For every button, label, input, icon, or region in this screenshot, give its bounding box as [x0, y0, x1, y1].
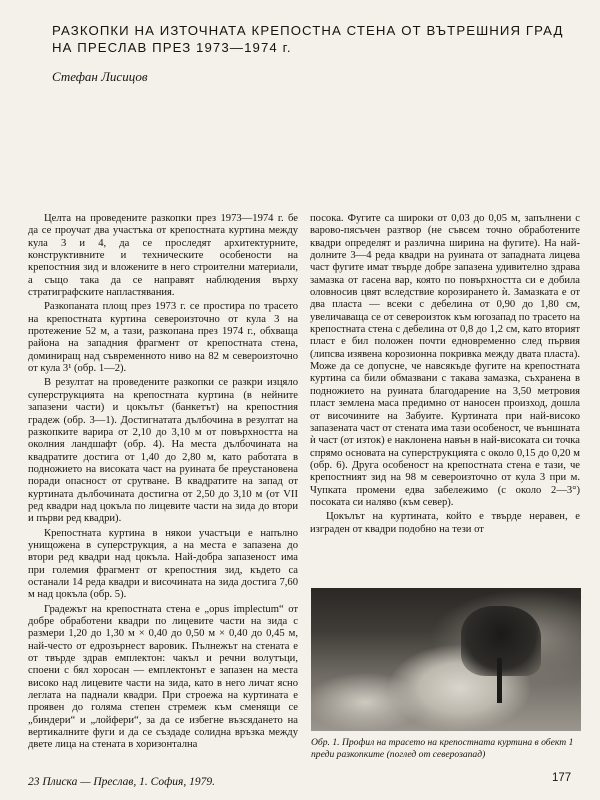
paragraph: В резултат на проведените разкопки се разкри изцяло суперструкцията на крепостната куртина (в нейните запазени части) и цокълът (банкетът) на крепостния градеж (обр. 3—1). Достигнатата дълбочина в резултат на разкопките варира от 2,10 до 3,10 м от повърхността на околния ландшафт (обр. 4). На места дълбочината на квадратите достига от 1,40 до 2,80 м, като работата в подножието на високата част на руината бе преустановена поради опасност от срутване. В квадратите на запад от куртината дълбочината достигна от 2,50 до 3,10 м (от VII ред квадри над цокъла по лицевите части на зида до втори и първи ред квадри). — [28, 377, 298, 525]
paragraph: Градежът на крепостната стена е „opus implectum“ от добре обработени квадри по лицевите части на зида с размери 1,20 до 1,30 м × 0,40 до 0,50 м × 0,40 до 0,45 м, най-често от едрозърнест варовик. Пълнежът на стената е от твърде здрав емплектон: чакъл и речни волутъци, споени с бял хоросан — емплектонът е запазен на места високо над лицевите части на зида, като в него личат ясно леглата на паднали квадри. При строежа на куртината е проявен до голяма степен стремеж към сменящи се „биндери“ и „лойфери“, за да се избегне възсядането на вертикалните фуги и да се създаде солидна връзка между двете лица на стената в хоризонтална — [28, 603, 298, 751]
paragraph: посока. Фугите са широки от 0,03 до 0,05 м, запълнени с варово-пясъчен разтвор (не съвсем точно обработените квадри определят и различна ширина на фугите). На най-долните 3—4 реда квадри на руината от западната лицева част фугите имат твърде добре запазена удивително здрава замазка от гасена вар, която по повърхността си е добила оловносив цвят вследствие корозирането ѝ. Замазката е от два пласта — всеки с дебелина от 0,90 до 1,80 см, увеличаваща се от североизток към югозапад по трасето на крепостната стена с дебелина от 0,8 до 1,2 см, като вторият пласт е бил положен почти едновременно след първия (липсва изявена корозионна покривка между двата пласта). Може да се допусне, че навсякъде фугите на крепостната куртина са били обмазвани с такава замазка, съхранена в подножието на руината благодарение на 3,50 метровия пласт землена маса предимно от наносен произход, дошла от височините на Забуите. Куртината при най-високо запазената част от стената има тази особеност, че външната ѝ част (от изток) е наклонена навън в най-високата си точка спрямо основата на суперструкцията с около 0,15 до 0,20 м (обр. 6). Друга особеност на крепостната стена е тази, че крепостният зид на 98 м североизточно от кула 3 при м. Чупката промени едва забележимо (с около 2—3°) посоката си наляво (към север). — [310, 213, 580, 508]
paragraph: Крепостната куртина в някои участъци е напълно унищожена в суперструкция, а на места е запазена до втори ред квадри над цокъла. Най-добра запазеност има при големия фрагмент от крепостния зид, където са останали 14 реда квадри и височината на зида достига 7,60 м над цокъла (обр. 5). — [28, 527, 298, 601]
page-number: 177 — [552, 772, 572, 784]
tree-trunk-shape — [497, 658, 502, 703]
article-author: Стефан Лисицов — [52, 69, 148, 84]
left-column — [28, 213, 298, 754]
excavation-photo — [311, 588, 581, 731]
paragraph: Целта на проведените разкопки през 1973—1974 г. бе да се проучат два участъка от крепостната куртина между кула 3 и 4, да се проследят архитектурните, конструктивните и техническите особености на крепостния зид и вложените в него строителни материали, а също така да се направят наблюдения върху стратиграфските напластявания. — [28, 213, 298, 299]
right-column — [310, 213, 580, 538]
figure-caption: Обр. 1. Профил на трасето на крепостната куртина в обект 1 преди разкопките (поглед от северозапад) — [311, 737, 574, 760]
paragraph: Цокълът на куртината, който е твърде неравен, е изграден от квадри подобно на тези от — [310, 511, 580, 535]
article-title: РАЗКОПКИ НА ИЗТОЧНАТА КРЕПОСТНА СТЕНА ОТ ВЪТРЕШНИЯ ГРАД НА ПРЕСЛАВ ПРЕЗ 1973—1974 г. — [52, 23, 564, 55]
journal-footer: 23 Плиска — Преслав, 1. София, 1979. — [28, 776, 216, 788]
paragraph: Разкопаната площ през 1973 г. се простира по трасето на крепостната куртина североизточно от кула 3 на протежение 52 м, а тази, разкопана през 1974 г., обхваща района на западния фрагмент от крепостната стена, доминиращ над съвременното ниво на 82 м североизточно от кула 3¹ (обр. 1—2). — [28, 301, 298, 375]
